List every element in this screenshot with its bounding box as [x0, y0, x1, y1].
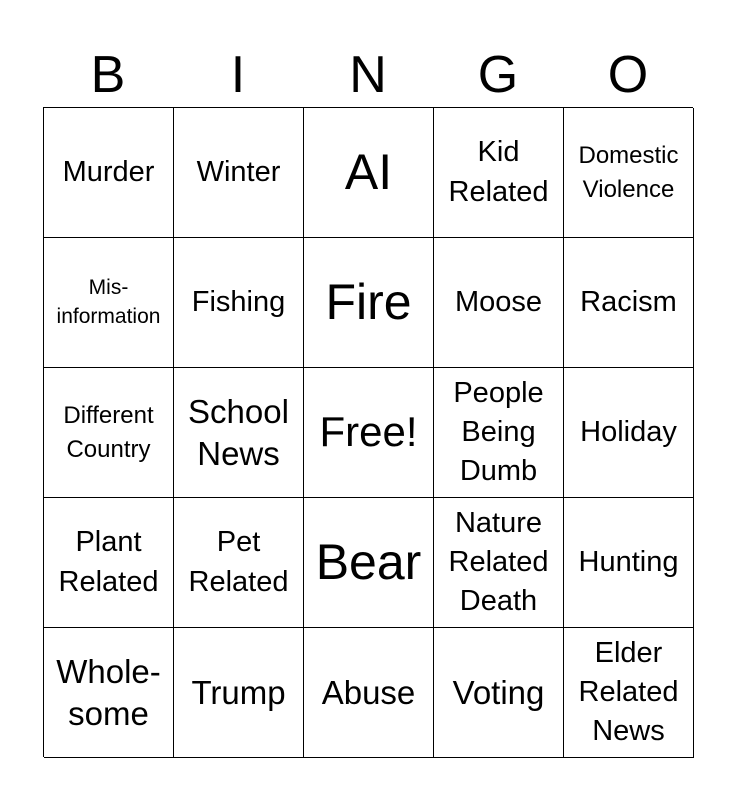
bingo-cell[interactable]	[44, 368, 174, 498]
cell-label: Plant Related	[58, 526, 159, 598]
bingo-cell[interactable]	[174, 498, 304, 628]
bingo-cell[interactable]	[564, 238, 694, 368]
cell-label: Different Country	[63, 402, 154, 463]
bingo-cell[interactable]	[434, 628, 564, 758]
header-letter-i: I	[230, 46, 246, 104]
header-letter-o: O	[607, 46, 649, 104]
free-space-cell[interactable]	[304, 368, 434, 498]
cell-label: Murder	[62, 155, 155, 188]
header-letter-n: N	[349, 46, 387, 104]
bingo-cell[interactable]	[304, 238, 434, 368]
bingo-cell[interactable]	[564, 628, 694, 758]
cell-label: Racism	[580, 285, 677, 318]
bingo-cell[interactable]	[434, 108, 564, 238]
bingo-cell[interactable]	[174, 238, 304, 368]
cell-label: Nature Related Death	[448, 506, 549, 618]
bingo-cell[interactable]	[174, 108, 304, 238]
cell-label: Abuse	[321, 673, 416, 711]
bingo-cell[interactable]	[564, 108, 694, 238]
cell-label: Fire	[325, 274, 412, 330]
bingo-cell[interactable]	[304, 108, 434, 238]
cell-label: Domestic Violence	[578, 142, 679, 203]
cell-label: People Being Dumb	[453, 376, 544, 488]
bingo-cell[interactable]	[174, 368, 304, 498]
bingo-cell[interactable]	[174, 628, 304, 758]
header-letter-g: G	[477, 46, 519, 104]
cell-label: Moose	[454, 285, 543, 318]
bingo-cell[interactable]	[44, 108, 174, 238]
cell-label: Bear	[315, 534, 422, 590]
free-space-label: Free!	[319, 408, 418, 456]
bingo-cell[interactable]	[434, 238, 564, 368]
header-letter-b: B	[90, 46, 126, 104]
cell-label: Hunting	[578, 545, 679, 578]
cell-label: Elder Related News	[578, 636, 679, 748]
bingo-cell[interactable]	[434, 498, 564, 628]
bingo-cell[interactable]	[304, 628, 434, 758]
bingo-cell[interactable]	[44, 238, 174, 368]
cell-label: Holiday	[580, 415, 677, 448]
bingo-cell[interactable]	[44, 498, 174, 628]
cell-label: Pet Related	[188, 526, 289, 598]
bingo-cell[interactable]	[304, 498, 434, 628]
cell-label: Whole- some	[56, 653, 161, 732]
cell-label: Fishing	[191, 285, 286, 318]
cell-label: Kid Related	[448, 136, 549, 208]
bingo-cell[interactable]	[434, 368, 564, 498]
cell-label: Trump	[191, 673, 286, 711]
cell-label: Mis- information	[56, 276, 161, 328]
bingo-cell[interactable]	[564, 368, 694, 498]
bingo-cell[interactable]	[44, 628, 174, 758]
cell-label: School News	[188, 393, 289, 472]
cell-label: Voting	[452, 673, 545, 711]
bingo-board	[43, 107, 693, 757]
bingo-cell[interactable]	[564, 498, 694, 628]
cell-label: AI	[344, 144, 393, 200]
cell-label: Winter	[196, 155, 281, 188]
bingo-header	[43, 44, 693, 106]
